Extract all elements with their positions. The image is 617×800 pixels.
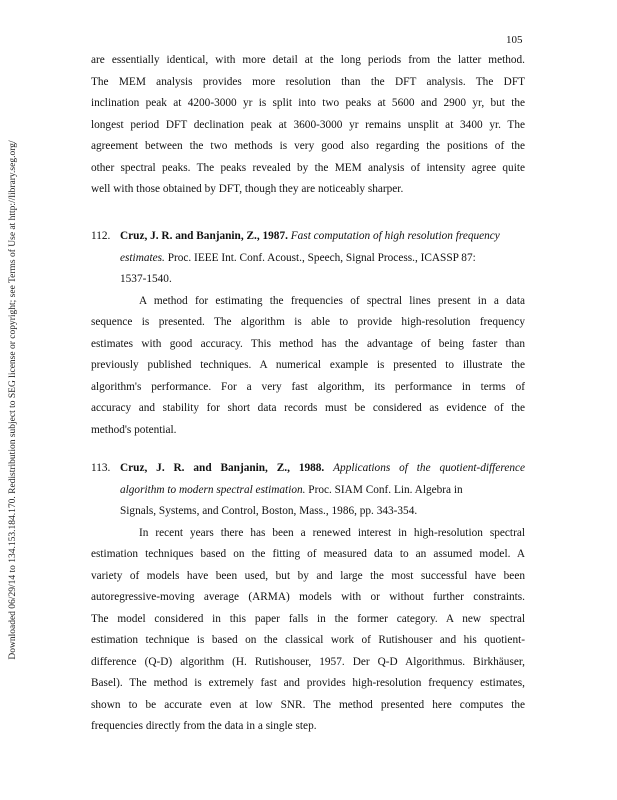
citation-line	[91, 480, 525, 502]
abstract-line: shown to be accurate even at low SNR. The method presented here computes the	[91, 698, 525, 711]
abstract-line: sequence is presented. The algorithm is able to provide high-resolution frequency	[91, 316, 525, 328]
entry-authors: Cruz, J. R. and Banjanin, Z., 1988.	[120, 462, 325, 474]
page-number: 105	[506, 34, 523, 46]
entry-title-cont: algorithm to modern spectral estimation.	[120, 483, 306, 496]
abstract-line: The model considered in this paper falls in the former category. A new spectral	[91, 612, 525, 625]
text-line: agreement between the two methods is very good also regarding the positions of the	[91, 140, 525, 152]
citation-line: 1537-1540.	[120, 273, 172, 285]
text-line: well with those obtained by DFT, though they are noticeably sharper.	[91, 183, 404, 195]
text-line: are essentially identical, with more detail at the long periods from the latter method.	[91, 54, 525, 66]
citation-line	[91, 226, 525, 248]
reference-entry-112	[91, 226, 525, 441]
abstract-line: estimation techniques based on the fitting of measured data to an assumed model. A	[91, 548, 525, 560]
abstract-line: Basel). The method is extremely fast and provides high-resolution frequency estimates,	[91, 677, 525, 689]
citation-line: Signals, Systems, and Control, Boston, Mass., 1986, pp. 343-354.	[120, 505, 418, 517]
citation-line	[91, 458, 525, 480]
abstract-line: autoregressive-moving average (ARMA) models with or without further constraints.	[91, 591, 525, 603]
abstract-line: variety of models have been used, but by and large the most successful have been	[91, 569, 525, 582]
text-line: other spectral peaks. The peaks revealed by the MEM analysis of intensity agree quite	[91, 161, 525, 174]
abstract-line: accuracy and stability for short data records must be considered as evidence of the	[91, 402, 525, 414]
abstract-line: previously published techniques. A numerical example is presented to illustrate the	[91, 359, 525, 371]
download-notice: Downloaded 06/29/14 to 134.153.184.170. Redistribution subject to SEG license or copyright; see Terms of Use at http://library.seg.org/	[8, 140, 18, 660]
abstract-line: estimates with good accuracy. This method has the advantage of being faster than	[91, 337, 525, 350]
abstract-line: difference (Q-D) algorithm (H. Rutishouser, 1957. Der Q-D Algorithmus. Birkhäuser,	[91, 655, 525, 668]
intro-paragraph	[91, 50, 525, 201]
text-line: The MEM analysis provides more resolution than the DFT analysis. The DFT	[91, 75, 525, 88]
entry-source: Proc. SIAM Conf. Lin. Algebra in	[308, 483, 463, 496]
entry-source: Proc. IEEE Int. Conf. Acoust., Speech, Signal Process., ICASSP 87:	[167, 251, 476, 264]
entry-number: 112.	[91, 230, 111, 242]
abstract-line: estimation technique is based on the classical work of Rutishouser and his quotient-	[91, 634, 525, 646]
abstract-line: algorithm's performance. For a very fast algorithm, its performance in terms of	[91, 380, 525, 393]
entry-title: Applications of the quotient-difference	[333, 462, 526, 474]
reference-entry-113	[91, 458, 525, 738]
abstract-line: In recent years there has been a renewed interest in high-resolution spectral	[139, 526, 525, 539]
entry-number: 113.	[91, 462, 111, 474]
text-line: inclination peak at 4200-3000 yr is split into two peaks at 5600 and 2900 yr, but the	[91, 97, 525, 109]
abstract-line: method's potential.	[91, 423, 177, 436]
citation-line	[91, 248, 525, 270]
entry-authors: Cruz, J. R. and Banjanin, Z., 1987.	[120, 230, 288, 242]
abstract-line: A method for estimating the frequencies of spectral lines present in a data	[139, 294, 525, 307]
entry-title: Fast computation of high resolution frequency	[290, 230, 500, 242]
entry-title-cont: estimates.	[120, 251, 165, 264]
text-line: longest period DFT declination peak at 3600-3000 yr remains unsplit at 3400 yr. The	[91, 118, 525, 131]
abstract-line: frequencies directly from the data in a single step.	[91, 720, 317, 732]
